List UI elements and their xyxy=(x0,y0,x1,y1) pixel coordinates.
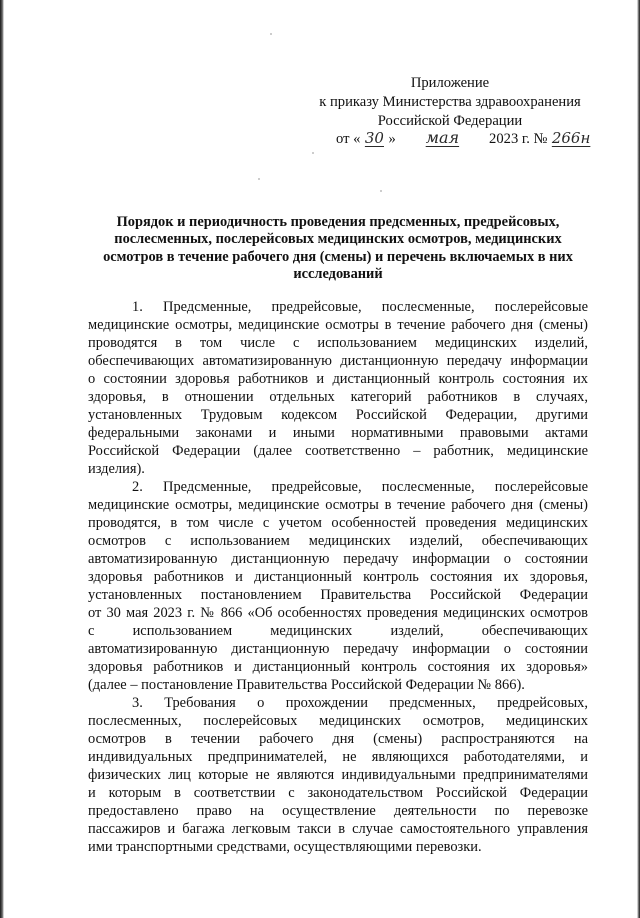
paragraph-line: проводятся в том числе с использованием медицинских изделий, xyxy=(88,335,588,351)
paragraph-line: изделия). xyxy=(88,461,145,477)
paragraph-line: индивидуальных предпринимателей, не являющихся работодателями, и xyxy=(88,749,588,765)
scan-speck xyxy=(312,152,314,154)
paragraph-line: здоровья работников и дистанционный контроль состояния их здоровья» xyxy=(88,659,588,675)
order-month-handwritten: мая xyxy=(425,128,460,147)
paragraph-line: пассажиров и багажа легковым такси в случае самостоятельного управления xyxy=(88,821,588,837)
appendix-header xyxy=(300,74,600,131)
paragraph-line: от 30 мая 2023 г. № 866 «Об особенностях проведения медицинских осмотров xyxy=(88,605,588,621)
title-line: исследований xyxy=(293,266,383,283)
paragraph-line: послесменных, послерейсовых медицинских осмотров, медицинских xyxy=(88,713,588,729)
federation-name: Российской Федерации xyxy=(377,113,523,129)
title-line: осмотров в течение рабочего дня (смены) и перечень включаемых в них xyxy=(103,248,573,265)
paragraph-line: медицинские осмотры, медицинские осмотры в течение рабочего дня (смены) xyxy=(88,317,588,333)
paragraph-line: о состоянии здоровья работников и дистанционный контроль состояния их xyxy=(88,371,588,387)
paragraph-line: 2. Предсменные, предрейсовые, послесменные, послерейсовые xyxy=(132,479,588,495)
paragraph-line: и которым в соответствии с законодательством Российской Федерации xyxy=(88,785,588,801)
paragraph-line: медицинские осмотры, медицинские осмотры в течение рабочего дня (смены) xyxy=(88,497,588,513)
paragraph-line: (далее – постановление Правительства Российской Федерации № 866). xyxy=(88,677,525,693)
paragraph-line: автоматизированную дистанционную передачу информации о состоянии xyxy=(88,641,588,657)
title-line: Порядок и периодичность проведения предсменных, предрейсовых, xyxy=(116,214,560,230)
document-title xyxy=(88,214,588,284)
paragraph-line: физических лиц которые не являются индивидуальными предпринимателями xyxy=(88,767,588,783)
paragraph-line: здоровья работников и дистанционный контроль состояния их здоровья, xyxy=(88,569,588,585)
paragraph-line: установленных Трудовым кодексом Российской Федерации, другими xyxy=(88,407,588,423)
paragraph-line: 1. Предсменные, предрейсовые, послесменные, послерейсовые xyxy=(132,299,588,315)
appendix-label: Приложение xyxy=(410,75,490,91)
paragraph-line: предоставлено право на осуществление деятельности по перевозке xyxy=(88,803,588,819)
scan-speck xyxy=(380,190,382,192)
order-prefix: от « xyxy=(336,131,361,147)
paragraph-line: ими транспортными средствами, осуществляющими перевозки. xyxy=(88,839,482,855)
paragraph-line: обеспечивающих автоматизированную дистанционную передачу информации xyxy=(88,353,588,369)
document-body xyxy=(88,298,588,856)
order-year: 2023 г. № xyxy=(489,131,548,147)
order-date-line xyxy=(336,128,591,149)
paragraph-2 xyxy=(88,478,588,694)
order-reference: к приказу Министерства здравоохранения xyxy=(319,94,581,110)
paragraph-3 xyxy=(88,694,588,856)
paragraph-line: федеральными законами и иными нормативными правовыми актами xyxy=(88,425,588,441)
paragraph-line: осмотров в течении рабочего дня (смены) распространяются на xyxy=(88,731,588,747)
scan-speck xyxy=(258,178,260,180)
paragraph-line: автоматизированную дистанционную передачу информации о состоянии xyxy=(88,551,588,567)
order-number-handwritten: 266н xyxy=(551,129,591,147)
paragraph-1 xyxy=(88,298,588,478)
paragraph-line: Российской Федерации (далее соответственно – работник, медицинские xyxy=(88,443,588,459)
order-quote-close: » xyxy=(388,131,396,147)
paragraph-line: установленных постановлением Правительства Российской Федерации xyxy=(88,587,588,603)
scan-edge-left xyxy=(0,0,4,918)
paragraph-line: 3. Требования о прохождении предсменных, предрейсовых, xyxy=(132,695,588,711)
scan-speck xyxy=(270,33,272,35)
paragraph-line: здоровья, в отношении отдельных категорий работников в случаях, xyxy=(88,389,588,405)
order-day-handwritten: 30 xyxy=(364,129,384,147)
paragraph-line: осмотров с использованием медицинских изделий, обеспечивающих xyxy=(88,533,588,549)
paragraph-line: с использованием медицинских изделий, обеспечивающих xyxy=(88,623,588,639)
paragraph-line: проводятся, в том числе с учетом особенностей проведения медицинских xyxy=(88,515,588,531)
title-line: послесменных, послерейсовых медицинских осмотров, медицинских xyxy=(114,231,562,248)
